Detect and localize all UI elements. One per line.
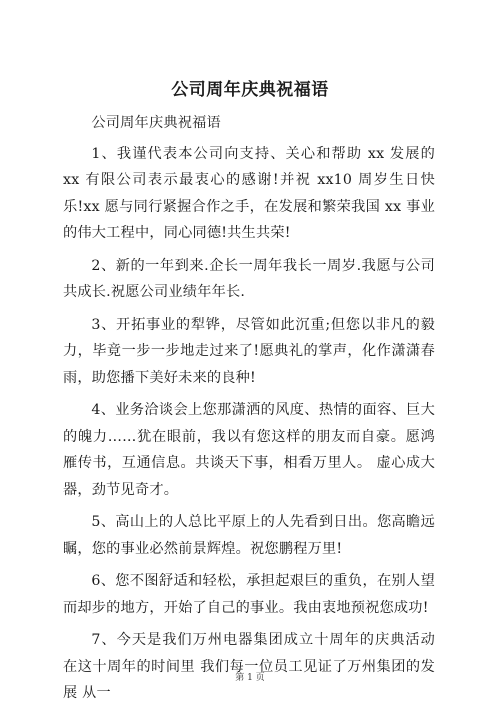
paragraph-3: 3、开拓事业的犁铧，尽管如此沉重;但您以非凡的毅力，毕竟一步一步地走过来了!愿典礼的掌声，化作潇潇春雨，助您播下美好未来的良种! bbox=[63, 316, 435, 386]
paragraph-4: 4、业务洽谈会上您那潇洒的风度、热情的面容、巨大的魄力……犹在眼前，我以有您这样的朋友而自豪。愿鸿雁传书，互通信息。共谈天下事，相看万里人。 虚心成大器，劲节见奇才。 bbox=[63, 402, 435, 498]
paragraph-2: 2、新的一年到来.企长一周年我长一周岁.我愿与公司共成长.祝愿公司业绩年年长. bbox=[63, 257, 435, 300]
document-body bbox=[63, 110, 435, 713]
paragraph-subtitle: 公司周年庆典祝福语 bbox=[91, 115, 221, 131]
page-number: 第 1 页 bbox=[235, 673, 265, 683]
paragraph-7: 7、今天是我们万州电器集团成立十周年的庆典活动 在这十周年的时间里 我们每一位员工见证了万州集团的发展 从一 bbox=[63, 632, 435, 701]
paragraph-5: 5、高山上的人总比平原上的人先看到日出。您高瞻远瞩，您的事业必然前景辉煌。祝您鹏程万里! bbox=[63, 514, 435, 557]
paragraph-6: 6、您不图舒适和轻松，承担起艰巨的重负，在别人望而却步的地方，开始了自己的事业。我由衷地预祝您成功! bbox=[63, 573, 435, 616]
page-title: 公司周年庆典祝福语 bbox=[171, 80, 329, 100]
paragraph-1: 1、我谨代表本公司向支持、关心和帮助 xx 发展的 xx 有限公司表示最衷心的感谢!并祝 xx10 周岁生日快乐!xx 愿与同行紧握合作之手，在发展和繁荣我国 xx 事业的伟大工程中，同心同德!共生共荣! bbox=[63, 145, 435, 241]
